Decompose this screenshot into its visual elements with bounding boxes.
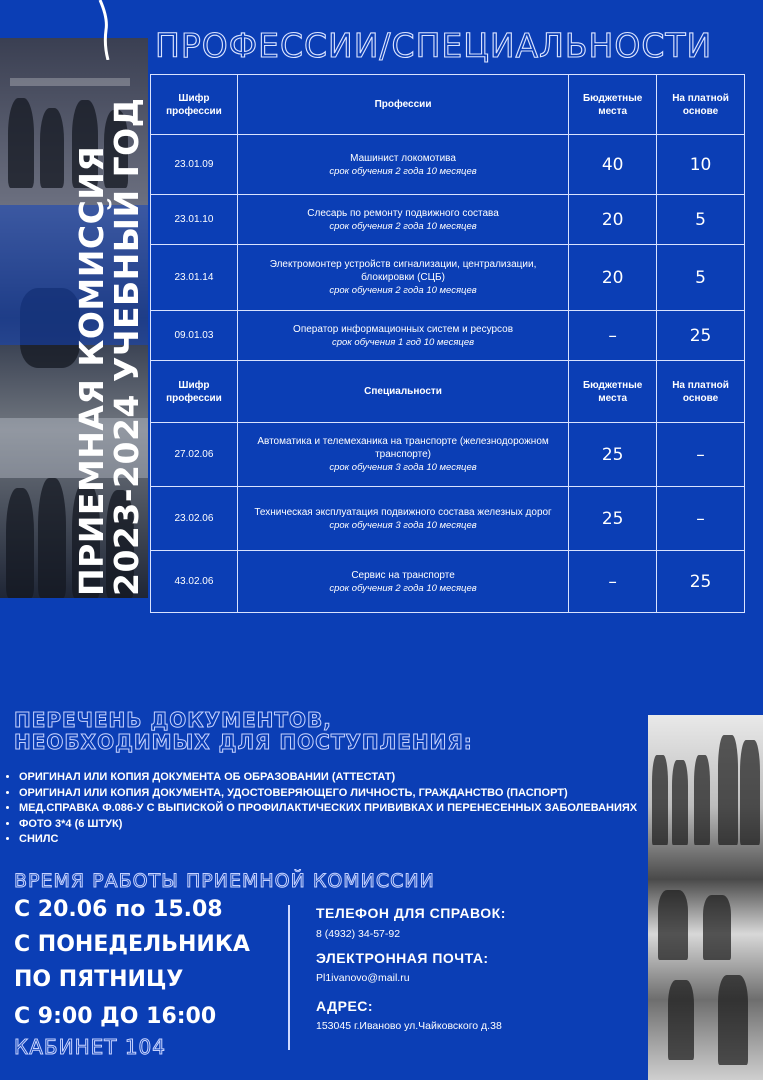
- row-name: [237, 487, 568, 551]
- table-row: [151, 195, 745, 245]
- row-term: срок обучения 2 года 10 месяцев: [329, 582, 477, 594]
- row-code: 27.02.06: [151, 423, 238, 487]
- row-paid: 10: [657, 135, 745, 195]
- programs-table: [150, 74, 745, 613]
- table-row: [151, 245, 745, 311]
- table-row: [151, 135, 745, 195]
- row-paid: 5: [657, 195, 745, 245]
- row-term: срок обучения 2 года 10 месяцев: [329, 165, 477, 177]
- header-paid: На платной основе: [657, 361, 745, 423]
- row-budget: 25: [569, 487, 657, 551]
- row-budget: 40: [569, 135, 657, 195]
- row-code: 23.01.09: [151, 135, 238, 195]
- list-item: • МЕД.СПРАВКА Ф.086-У С ВЫПИСКОЙ О ПРОФИЛАКТИЧЕСКИХ ПРИВИВКАХ И ПЕРЕНЕСЕННЫХ ЗАБОЛЕВАНИЯХ: [19, 801, 649, 817]
- row-title: Машинист локомотива: [350, 152, 456, 164]
- header-budget: Бюджетные места: [569, 75, 657, 135]
- address-value: 153045 г.Иваново ул.Чайковского д.38: [316, 1020, 502, 1032]
- row-title: Автоматика и телемеханика на транспорте (железнодорожном транспорте): [257, 436, 549, 460]
- row-paid: 25: [657, 311, 745, 361]
- row-paid: –: [657, 423, 745, 487]
- row-code: 43.02.06: [151, 551, 238, 613]
- header-paid: На платной основе: [657, 75, 745, 135]
- row-name: [237, 311, 568, 361]
- row-code: 23.01.10: [151, 195, 238, 245]
- row-term: срок обучения 2 года 10 месяцев: [329, 285, 477, 296]
- table-row: [151, 551, 745, 613]
- work-dates: С 20.06 по 15.08: [14, 897, 223, 922]
- list-item: • ФОТО 3*4 (6 ШТУК): [19, 817, 649, 833]
- header-name: Профессии: [237, 75, 568, 135]
- table-row: [151, 487, 745, 551]
- table-header-row: [151, 361, 745, 423]
- row-title: Сервис на транспорте: [351, 569, 455, 581]
- decorative-curve: [80, 0, 140, 60]
- table-row: [151, 423, 745, 487]
- row-term: срок обучения 2 года 10 месяцев: [329, 220, 477, 232]
- row-title: Электромонтер устройств сигнализации, централизации, блокировки (СЦБ): [269, 259, 537, 283]
- row-budget: 20: [569, 245, 657, 311]
- row-code: 23.02.06: [151, 487, 238, 551]
- address-label: АДРЕС:: [316, 998, 374, 1014]
- right-photo-collage: [648, 715, 763, 1080]
- header-code: Шифр профессии: [151, 75, 238, 135]
- row-term: срок обучения 1 год 10 месяцев: [331, 336, 475, 348]
- row-name: [237, 195, 568, 245]
- row-title: Слесарь по ремонту подвижного состава: [307, 207, 499, 219]
- table-header-row: [151, 75, 745, 135]
- email-label: ЭЛЕКТРОННАЯ ПОЧТА:: [316, 950, 489, 966]
- phone-value[interactable]: 8 (4932) 34-57-92: [316, 928, 401, 940]
- row-name: [237, 135, 568, 195]
- header-code: Шифр профессии: [151, 361, 238, 423]
- vertical-title-line2: 2023-2024 УЧЕБНЫЙ ГОД: [107, 97, 146, 596]
- row-budget: 20: [569, 195, 657, 245]
- row-term: срок обучения 3 года 10 месяцев: [329, 519, 477, 531]
- row-paid: 5: [657, 245, 745, 311]
- documents-title-line1: ПЕРЕЧЕНЬ ДОКУМЕНТОВ,: [14, 708, 332, 732]
- row-title: Техническая эксплуатация подвижного состава железных дорог: [254, 506, 552, 518]
- row-budget: –: [569, 551, 657, 613]
- row-budget: –: [569, 311, 657, 361]
- row-name: [237, 245, 568, 311]
- header-budget: Бюджетные места: [569, 361, 657, 423]
- room-number: КАБИНЕТ 104: [14, 1035, 166, 1059]
- work-time: С 9:00 ДО 16:00: [14, 1004, 217, 1029]
- email-value[interactable]: Pl1ivanovo@mail.ru: [316, 972, 410, 984]
- vertical-title: [74, 97, 144, 596]
- phone-label: ТЕЛЕФОН ДЛЯ СПРАВОК:: [316, 905, 506, 921]
- row-code: 23.01.14: [151, 245, 238, 311]
- divider: [288, 905, 290, 1050]
- row-budget: 25: [569, 423, 657, 487]
- documents-title: [14, 709, 473, 753]
- documents-title-line2: НЕОБХОДИМЫХ ДЛЯ ПОСТУПЛЕНИЯ:: [14, 730, 473, 754]
- row-title: Оператор информационных систем и ресурсов: [293, 323, 514, 335]
- work-hours-title: ВРЕМЯ РАБОТЫ ПРИЕМНОЙ КОМИССИИ: [14, 870, 435, 892]
- list-item: • СНИЛС: [19, 832, 649, 848]
- row-name: [237, 551, 568, 613]
- section-title: ПРОФЕССИИ/СПЕЦИАЛЬНОСТИ: [155, 26, 713, 65]
- table-row: [151, 311, 745, 361]
- row-term: срок обучения 3 года 10 месяцев: [329, 462, 477, 473]
- vertical-title-line1: ПРИЕМНАЯ КОМИССИЯ: [72, 145, 111, 596]
- row-name: [237, 423, 568, 487]
- row-paid: –: [657, 487, 745, 551]
- row-code: 09.01.03: [151, 311, 238, 361]
- documents-list: [5, 770, 649, 848]
- row-paid: 25: [657, 551, 745, 613]
- list-item: • ОРИГИНАЛ ИЛИ КОПИЯ ДОКУМЕНТА, УДОСТОВЕРЯЮЩЕГО ЛИЧНОСТЬ, ГРАЖДАНСТВО (ПАСПОРТ): [19, 786, 649, 802]
- work-days-to: ПО ПЯТНИЦУ: [14, 967, 184, 992]
- work-days-from: С ПОНЕДЕЛЬНИКА: [14, 932, 250, 957]
- list-item: • ОРИГИНАЛ ИЛИ КОПИЯ ДОКУМЕНТА ОБ ОБРАЗОВАНИИ (АТТЕСТАТ): [19, 770, 649, 786]
- header-name: Специальности: [237, 361, 568, 423]
